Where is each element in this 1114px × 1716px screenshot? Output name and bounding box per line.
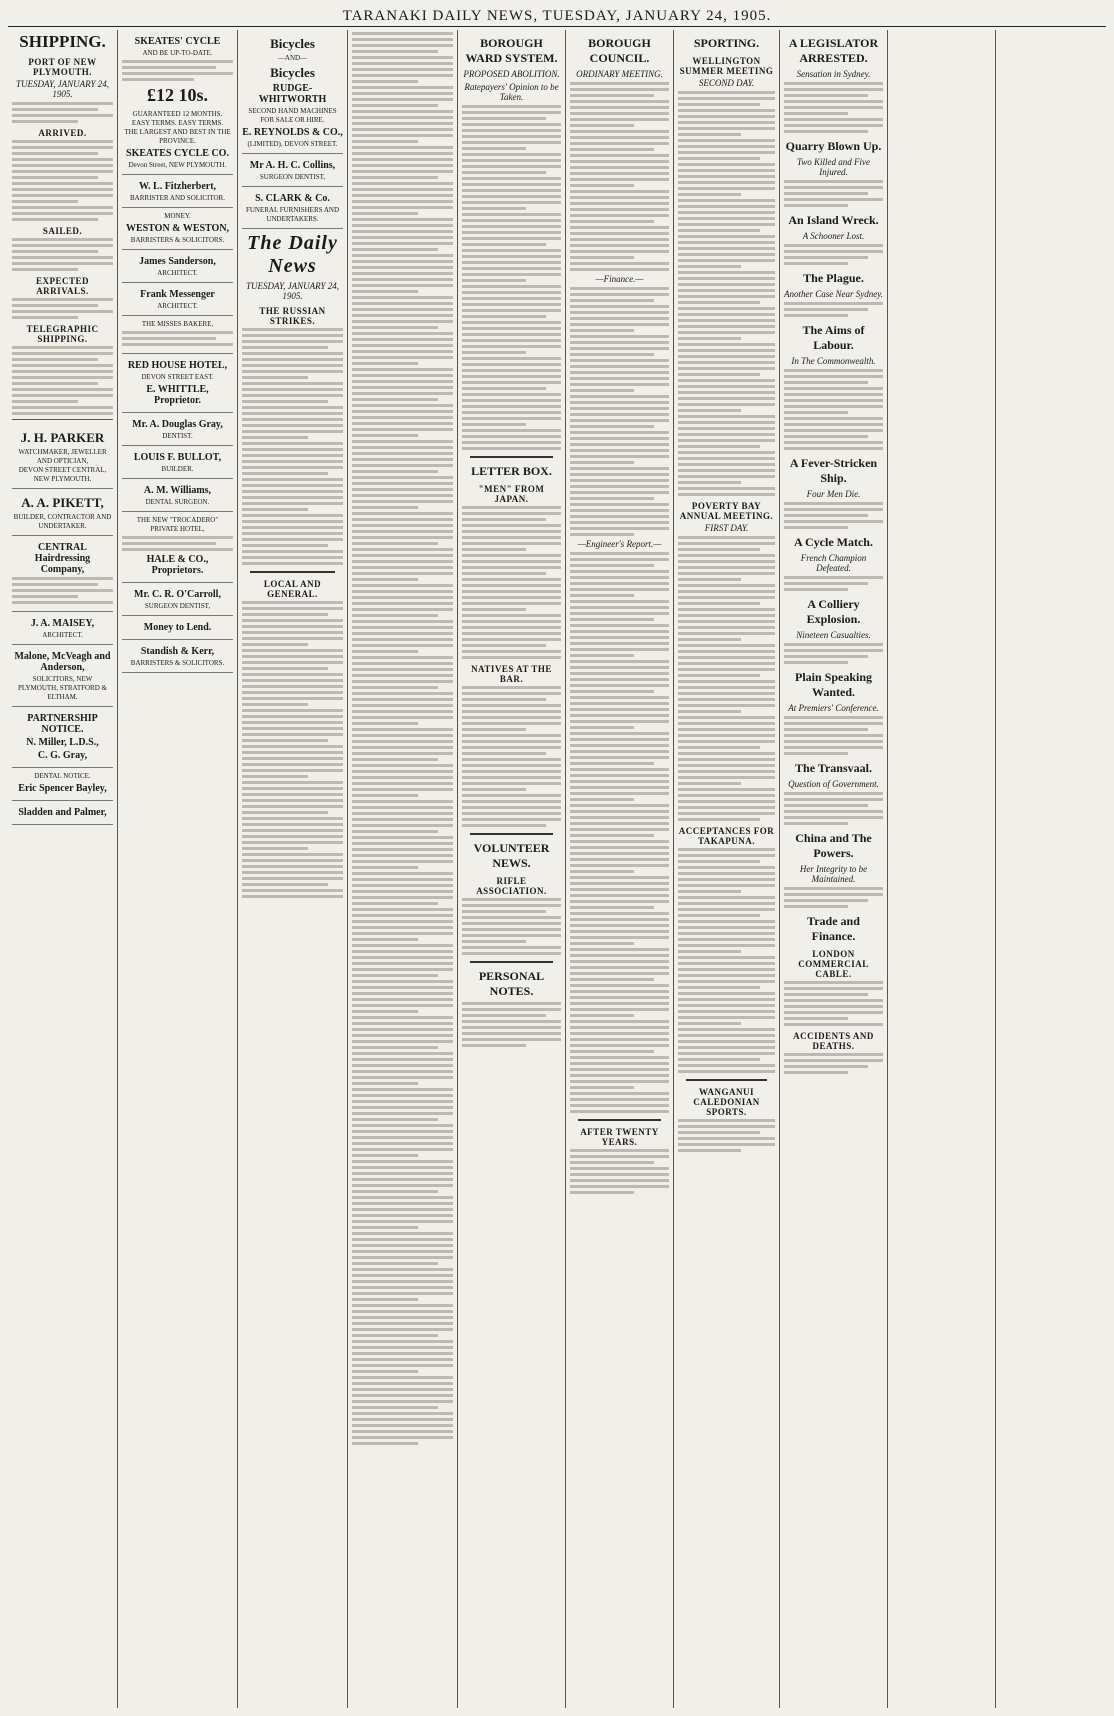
whittle-name: E. WHITTLE, Proprietor.	[146, 384, 209, 406]
sporting-heading: SPORTING.	[693, 36, 760, 50]
redhouse-address: DEVON STREET EAST.	[141, 373, 214, 381]
rifle-heading: RIFLE ASSOCIATION.	[476, 876, 547, 896]
text-block	[12, 238, 113, 271]
plague-heading: The Plague.	[803, 271, 864, 285]
ad-carroll	[122, 583, 233, 616]
standish-trade: BARRISTERS & SOLICITORS.	[130, 659, 225, 667]
cycle-heading: A Cycle Match.	[794, 535, 873, 549]
hale-name: HALE & CO., Proprietors.	[146, 554, 209, 576]
ad-parker	[12, 424, 113, 489]
bakere-name: THE MISSES BAKERE,	[141, 320, 214, 328]
text-block	[678, 1119, 775, 1152]
text-block	[784, 643, 883, 664]
text-block	[784, 792, 883, 825]
ad-maisey	[12, 612, 113, 645]
bicycles-label: Bicycles	[270, 36, 315, 51]
borough-ward-sub: PROPOSED ABOLITION.	[463, 69, 560, 79]
secondhand-label: SECOND HAND MACHINES FOR SALE OR HIRE.	[248, 107, 337, 124]
plain-sub: At Premiers' Conference.	[788, 703, 879, 713]
gray-trade: DENTIST.	[162, 432, 193, 440]
ad-sanderson	[122, 250, 233, 283]
text-block	[462, 898, 561, 955]
reynolds-sub: (LIMITED), DEVON STREET.	[247, 140, 338, 148]
column-spacer	[888, 30, 996, 1708]
williams-trade: DENTAL SURGEON.	[145, 498, 210, 506]
text-block	[784, 180, 883, 207]
ad-trocadero	[122, 512, 233, 583]
transvaal-sub: Question of Government.	[788, 779, 879, 789]
twenty-years-heading: AFTER TWENTY YEARS.	[580, 1127, 659, 1147]
text-block	[12, 298, 113, 319]
parker-name: J. H. PARKER	[20, 430, 105, 445]
text-block	[462, 1002, 561, 1047]
first-day-heading: FIRST DAY.	[704, 523, 749, 533]
arrested-sub: Sensation in Sydney.	[796, 69, 871, 79]
text-block	[678, 91, 775, 496]
reynolds-name: E. REYNOLDS & CO.,	[242, 127, 343, 138]
quarry-sub: Two Killed and Five Injured.	[796, 157, 871, 177]
text-block	[570, 287, 669, 536]
skeates-sub: AND BE UP-TO-DATE.	[142, 49, 213, 57]
ad-redhouse	[122, 354, 233, 413]
text-block	[784, 576, 883, 591]
gray-name: Mr. A. Douglas Gray,	[132, 419, 223, 430]
second-day-heading: SECOND DAY.	[698, 78, 755, 88]
transvaal-heading: The Transvaal.	[795, 761, 872, 775]
ad-clark	[242, 187, 343, 229]
collins-name: Mr A. H. C. Collins,	[249, 160, 336, 171]
skeates-terms: EASY TERMS. EASY TERMS.	[131, 119, 224, 127]
local-heading: LOCAL AND GENERAL.	[263, 579, 322, 599]
expected-heading: EXPECTED ARRIVALS.	[35, 276, 89, 296]
malone-trade: SOLICITORS, NEW PLYMOUTH, STRATFORD & ELTHAM.	[18, 675, 107, 701]
borough-ward-sub2: Ratepayers' Opinion to be Taken.	[464, 82, 559, 102]
bicycles-label-2: Bicycles	[270, 65, 315, 80]
text-block	[570, 82, 669, 271]
carroll-trade: SURGEON DENTIST,	[144, 602, 211, 610]
collins-trade: SURGEON DENTIST,	[259, 173, 326, 181]
personal-heading: PERSONAL NOTES.	[478, 969, 545, 998]
text-block	[784, 302, 883, 317]
skeates-largest: THE LARGEST AND BEST IN THE PROVINCE.	[124, 128, 231, 145]
text-block	[242, 601, 343, 898]
williams-name: A. M. Williams,	[143, 485, 212, 496]
skeates-price: £12 10s.	[146, 85, 208, 105]
pikett-trade: BUILDER, CONTRACTOR AND UNDERTAKER.	[13, 513, 112, 530]
china-heading: China and The Powers.	[795, 831, 872, 860]
ad-messenger	[122, 283, 233, 316]
trocadero-name: THE NEW "TROCADERO" PRIVATE HOTEL,	[136, 516, 219, 533]
messenger-trade: ARCHITECT.	[157, 302, 198, 310]
maisey-name: J. A. MAISEY,	[30, 618, 95, 629]
central-name: CENTRAL Hairdressing Company,	[34, 542, 91, 575]
accidents-heading: ACCIDENTS AND DEATHS.	[793, 1031, 874, 1051]
fitzherbert-name: W. L. Fitzherbert,	[138, 181, 217, 192]
skeates-address: Devon Street, NEW PLYMOUTH.	[128, 161, 227, 169]
text-block	[678, 848, 775, 1073]
column-shipping	[8, 30, 118, 1708]
text-block	[352, 32, 453, 1445]
text-block	[678, 536, 775, 821]
natives-heading: NATIVES AT THE BAR.	[471, 664, 552, 684]
colliery-sub: Nineteen Casualties.	[796, 630, 871, 640]
ad-fitzherbert	[122, 175, 233, 208]
column-editorial	[238, 30, 348, 1708]
quarry-heading: Quarry Blown Up.	[785, 139, 882, 153]
port-heading: PORT OF NEW PLYMOUTH.	[28, 57, 97, 77]
bayley-name: Eric Spencer Bayley,	[18, 783, 107, 794]
text-block	[12, 140, 113, 221]
china-sub: Her Integrity to be Maintained.	[799, 864, 868, 884]
borough-ward-heading: BOROUGH WARD SYSTEM.	[465, 36, 558, 65]
carroll-name: Mr. C. R. O'Carroll,	[134, 589, 221, 600]
ad-malone	[12, 645, 113, 707]
finance-heading: —Finance.—	[595, 274, 644, 284]
ad-skeates	[122, 30, 233, 175]
trade-heading: Trade and Finance.	[807, 914, 860, 943]
plague-sub: Another Case Near Sydney.	[784, 289, 883, 299]
ad-standish	[122, 640, 233, 673]
parker-trade: WATCHMAKER, JEWELLER AND OPTICIAN,	[18, 448, 107, 465]
malone-name: Malone, McVeagh and Anderson,	[14, 651, 111, 673]
borough-council-heading: BOROUGH COUNCIL.	[588, 36, 651, 65]
ad-money-lend	[122, 616, 233, 640]
engineer-heading: —Engineer's Report.—	[577, 539, 662, 549]
money-heading: MONEY.	[164, 212, 191, 220]
ad-dental	[12, 768, 113, 801]
sladden-name: Sladden and Palmer,	[18, 807, 107, 818]
shipping-date: TUESDAY, JANUARY 24, 1905.	[15, 79, 109, 99]
ad-partnership	[12, 707, 113, 768]
column-sporting	[674, 30, 780, 1708]
text-block	[462, 686, 561, 827]
japan-heading: "MEN" FROM JAPAN.	[478, 484, 545, 504]
newspaper-logo: The Daily News	[247, 232, 338, 277]
miller-name: N. Miller, L.D.S.,	[26, 737, 99, 748]
ad-williams	[122, 479, 233, 512]
text-block	[462, 506, 561, 659]
masthead: TARANAKI DAILY NEWS, TUESDAY, JANUARY 24, 1905.	[8, 6, 1106, 27]
column-borough-council	[566, 30, 674, 1708]
ad-bicycles	[242, 30, 343, 154]
acceptances-heading: ACCEPTANCES FOR TAKAPUNA.	[678, 826, 775, 846]
column-cable-news	[780, 30, 888, 1708]
cycle-sub: French Champion Defeated.	[800, 553, 867, 573]
text-block	[784, 369, 883, 450]
text-block	[570, 552, 669, 1113]
clark-trade: FUNERAL FURNISHERS AND UNDERTAKERS.	[245, 206, 340, 223]
ad-collins	[242, 154, 343, 187]
cable-heading: LONDON COMMERCIAL CABLE.	[798, 949, 869, 979]
fever-sub: Four Men Die.	[806, 489, 861, 499]
caledonian-heading: WANGANUI CALEDONIAN SPORTS.	[693, 1087, 760, 1117]
ad-bullot	[122, 446, 233, 479]
text-block	[784, 244, 883, 265]
text-block	[784, 887, 883, 908]
russian-heading: THE RUSSIAN STRIKES.	[259, 306, 326, 326]
ad-central	[12, 536, 113, 612]
column-news-text	[348, 30, 458, 1708]
skeates-company: SKEATES CYCLE CO.	[126, 148, 229, 159]
text-block	[12, 102, 113, 123]
rudge-label: RUDGE-WHITWORTH	[258, 83, 327, 105]
partnership-heading: PARTNERSHIP NOTICE.	[27, 713, 98, 735]
arrived-heading: ARRIVED.	[38, 128, 87, 138]
sanderson-name: James Sanderson,	[139, 256, 216, 267]
letter-box-heading: LETTER BOX.	[471, 464, 552, 478]
labour-sub: In The Commonwealth.	[791, 356, 876, 366]
telegraphic-heading: TELEGRAPHIC SHIPPING.	[26, 324, 99, 344]
skeates-title: SKEATES' CYCLE	[134, 36, 221, 47]
island-heading: An Island Wreck.	[788, 213, 879, 227]
text-block	[784, 1053, 883, 1074]
column-ads-1	[118, 30, 238, 1708]
weston-trade: BARRISTERS & SOLICITORS.	[130, 236, 225, 244]
pikett-name: A. A. PIKETT,	[21, 495, 104, 510]
text-block	[784, 716, 883, 755]
parker-address: DEVON STREET CENTRAL, NEW PLYMOUTH.	[18, 466, 107, 483]
bullot-trade: BUILDER.	[161, 465, 194, 473]
redhouse-name: RED HOUSE HOTEL,	[127, 360, 228, 371]
text-block	[784, 82, 883, 133]
borough-council-sub: ORDINARY MEETING.	[576, 69, 663, 79]
bullot-name: LOUIS F. BULLOT,	[133, 452, 222, 463]
ad-gray	[122, 413, 233, 446]
text-block	[462, 105, 561, 450]
text-block	[12, 346, 113, 415]
text-block	[570, 1149, 669, 1194]
skeates-guarantee: GUARANTEED 12 MONTHS.	[132, 110, 223, 118]
plain-heading: Plain Speaking Wanted.	[794, 670, 873, 699]
column-spacer-2	[996, 30, 1106, 1708]
fever-heading: A Fever-Stricken Ship.	[789, 456, 878, 485]
clark-name: S. CLARK & Co.	[255, 193, 330, 204]
messenger-name: Frank Messenger	[140, 289, 215, 300]
arrested-heading: A LEGISLATOR ARRESTED.	[788, 36, 879, 65]
fitzherbert-trade: BARRISTER AND SOLICITOR.	[130, 194, 225, 202]
shipping-heading: SHIPPING.	[19, 32, 106, 51]
ad-bakere	[122, 316, 233, 354]
editorial-date: TUESDAY, JANUARY 24, 1905.	[245, 281, 339, 301]
sailed-heading: SAILED.	[42, 226, 83, 236]
text-block	[784, 502, 883, 529]
text-block	[784, 981, 883, 1026]
ad-sladden	[12, 801, 113, 825]
column-container	[8, 30, 1106, 1708]
weston-name: WESTON & WESTON,	[125, 223, 230, 234]
sanderson-trade: ARCHITECT.	[157, 269, 198, 277]
labour-heading: The Aims of Labour.	[802, 323, 865, 352]
money-lend-heading: Money to Lend.	[143, 622, 212, 633]
island-sub: A Schooner Lost.	[802, 231, 865, 241]
column-borough-ward	[458, 30, 566, 1708]
ad-pikett	[12, 489, 113, 536]
gray-name: C. G. Gray,	[37, 750, 88, 761]
colliery-heading: A Colliery Explosion.	[806, 597, 861, 626]
standish-name: Standish & Kerr,	[140, 646, 215, 657]
text-block	[242, 328, 343, 565]
and-label: —AND—	[277, 54, 308, 62]
poverty-bay-heading: POVERTY BAY ANNUAL MEETING.	[679, 501, 774, 521]
maisey-trade: ARCHITECT.	[42, 631, 83, 639]
dental-heading: DENTAL NOTICE.	[34, 772, 91, 780]
summer-meeting-heading: WELLINGTON SUMMER MEETING	[679, 56, 774, 76]
ad-money	[122, 208, 233, 250]
volunteer-heading: VOLUNTEER NEWS.	[473, 841, 550, 870]
